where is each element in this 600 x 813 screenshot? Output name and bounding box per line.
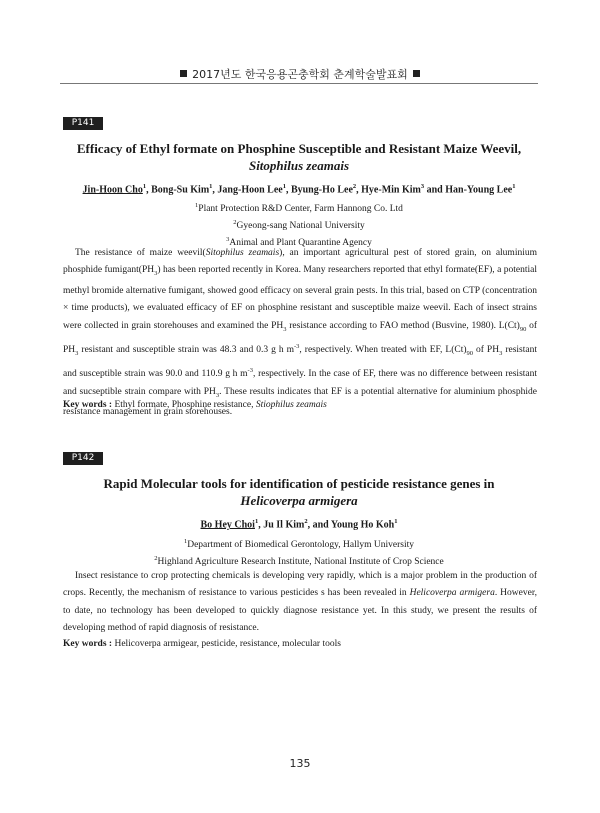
author: Bong-Su Kim	[151, 184, 210, 196]
affiliation: Gyeong-sang National University	[236, 221, 365, 232]
author: Han-Young Lee	[445, 184, 513, 196]
keywords-text: Helicoverpa armigear, pesticide, resistance, molecular tools	[114, 639, 341, 649]
author: Jang-Hoon Lee	[217, 184, 283, 196]
p142-keywords	[63, 639, 537, 649]
running-header	[0, 66, 600, 82]
keywords-label: Key words :	[63, 400, 113, 410]
p141-title-line1: Efficacy of Ethyl formate on Phosphine Susceptible and Resistant Maize Weevil,	[76, 141, 522, 156]
affiliation: Animal and Plant Quarantine Agency	[229, 238, 372, 249]
keywords-text: Ethyl formate, Phosphine resistance,	[114, 400, 254, 410]
keywords-species: Stiophilus zeamais	[255, 400, 327, 410]
affiliation: Department of Biomedical Gerontology, Hallym University	[187, 540, 415, 551]
p142-title	[60, 475, 538, 509]
abstract-tag-p141: P141	[63, 117, 103, 130]
p141-authors: Jin-Hoon Cho$^1$, Bong-Su Kim$^1$, Jang-Hoon Lee$^1$, Byung-Ho Lee$^2$, Hye-Min Kim$^3$ and Han-Young Lee$^1$	[82, 183, 516, 196]
author-presenting: Jin-Hoon Cho	[82, 184, 143, 196]
p141-title-species: Sitophilus zeamais	[248, 158, 350, 173]
p141-abstract: The resistance of maize weevil(Sitophilus zeamais), an important agricultural pest of stored grain, on aluminium phosphide $fumigant(PH_3)$ has been reported recently in Korea. Many researchers reported that ethyl formate(EF), a potential methyl bromide alternative fumigant, showed good efficacy on several grain pests. In this trial, based on CTP (concentration × time products), we evaluated efficacy of EF on phosphine resistant and susceptible maize weevil. Each of insect strains were collected in grain storehouses and examined the $PH_3$ resistance according to FAO method (Busvine, 1980). $L(Ct)_{90}$ of $PH_3$ resistant and susceptible strain was 48.3 and 0.3 g h $m^{-3}$, respectively. When treated with EF, $L(Ct)_{90}$ of $PH_3$ resistant and susceptible strain was 90.0 and 110.9 g h $m^{-3}$, respectively. In the case of EF, there was no difference between resistant and sucseptible strain compare with $PH_3$. These results indicates that EF is a potential alternative for aluminium phosphide resistance management in grain storehouses.	[63, 248, 538, 418]
author: Young Ho Koh	[330, 519, 395, 531]
p141-affiliations: $^1$Plant Protection R&D Center, Farm Hannong Co. Ltd $^2$Gyeong-sang National University $^3$Animal and Plant Quarantine Agency	[195, 202, 403, 249]
p141-keywords	[63, 400, 537, 410]
page-number: 135	[289, 757, 311, 770]
p142-abstract: Insect resistance to crop protecting chemicals is developing very rapidly, which is a major problem in the production of crops. Recently, the mechanism of resistance to various pesticides s has been revealed in Helicoverpa armigera. However, to date, no technology has been developed to quickly diagnose resistance yet. In this study, we present the results of developing method of rapid diagnosis of resistance.	[63, 571, 537, 634]
square-bullet-icon	[413, 70, 420, 77]
p142-title-line1: Rapid Molecular tools for identification of pesticide resistance genes in	[103, 476, 495, 491]
header-rule	[60, 83, 538, 84]
keywords-label: Key words :	[63, 639, 113, 649]
affiliation: Highland Agriculture Research Institute, National Institute of Crop Science	[157, 557, 444, 568]
author: Ju Il Kim	[263, 519, 305, 531]
author-presenting: Bo Hey Choi	[200, 519, 255, 531]
author: Byung-Ho Lee	[290, 184, 353, 196]
square-bullet-icon	[180, 70, 187, 77]
p142-title-species: Helicoverpa armigera	[240, 493, 358, 508]
header-text: 2017년도 한국응용곤충학회 춘계학술발표회	[192, 68, 408, 81]
author: Hye-Min Kim	[361, 184, 421, 196]
affiliation: Plant Protection R&D Center, Farm Hannong Co. Ltd	[198, 204, 403, 215]
p142-authors: Bo Hey Choi$^1$, Ju Il Kim$^2$, and Young Ho Koh$^1$	[200, 518, 398, 531]
p141-title	[60, 140, 538, 174]
p142-affiliations: $^1$Department of Biomedical Gerontology, Hallym University $^2$Highland Agriculture Research Institute, National Institute of Crop Science	[154, 538, 444, 568]
abstract-tag-p142: P142	[63, 452, 103, 465]
